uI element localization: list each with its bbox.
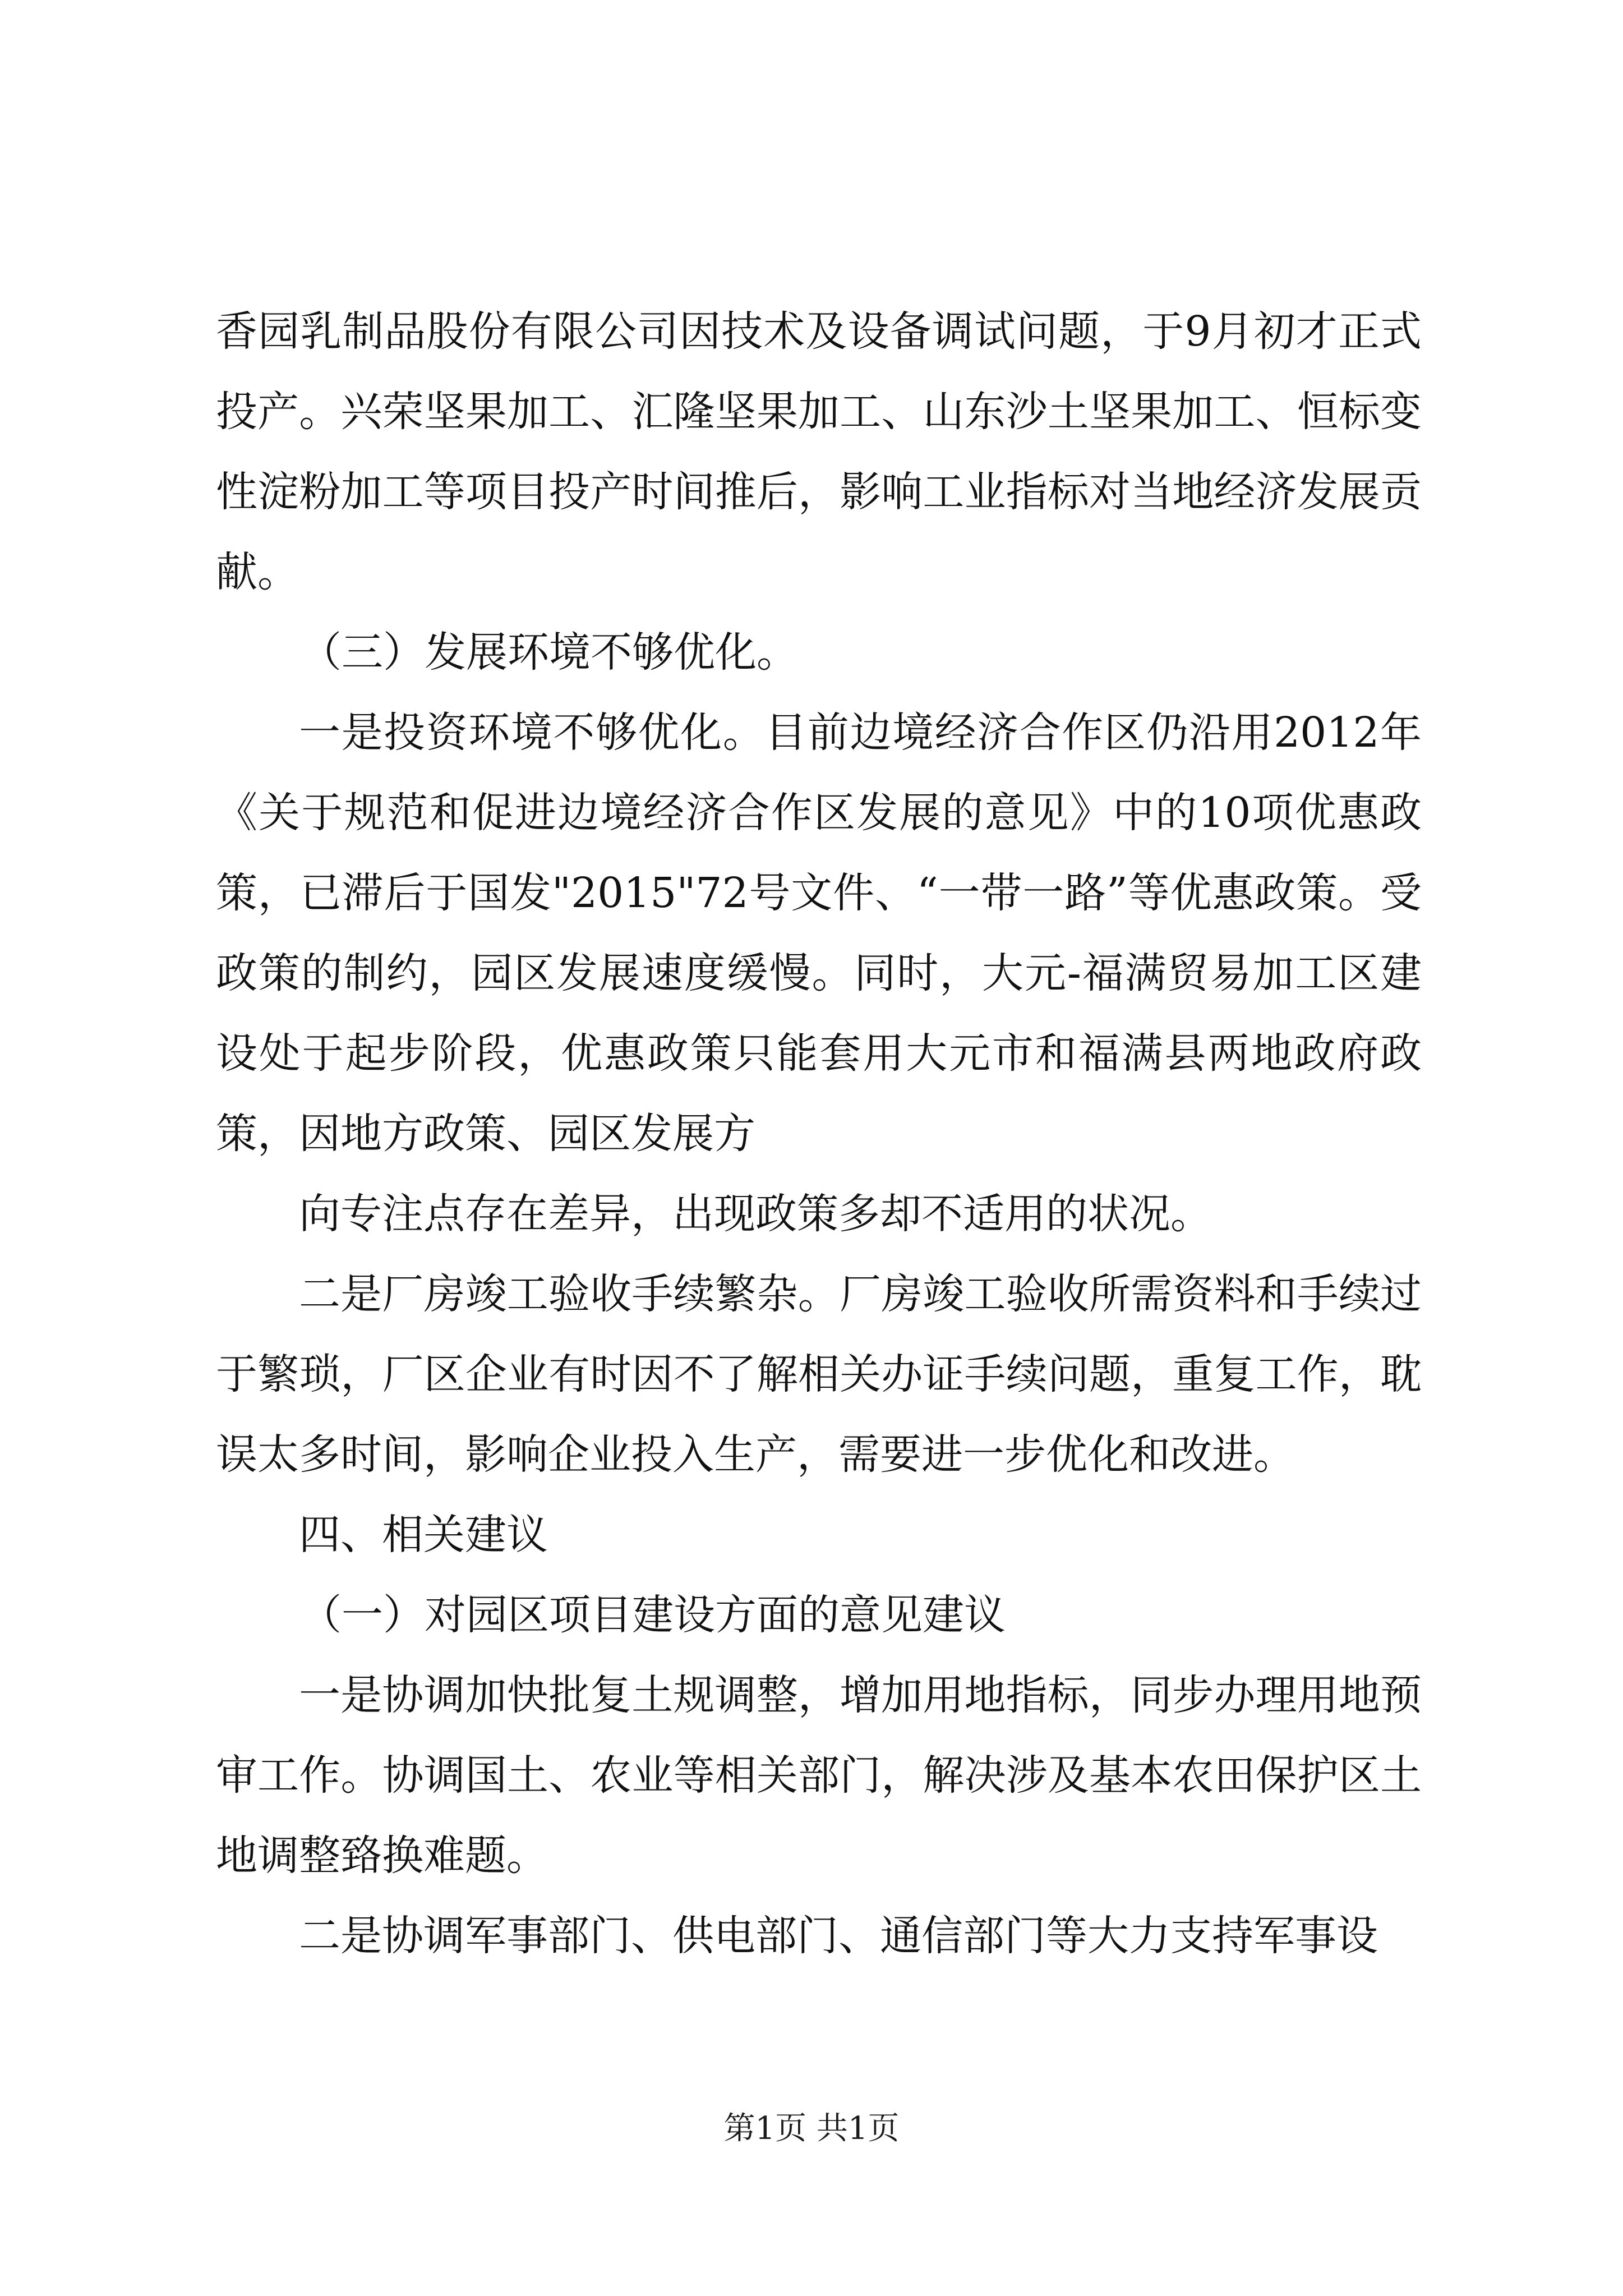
page-footer: 第1页 共1页 [723,2110,900,2147]
paragraph-acceptance-procedures: 二是厂房竣工验收手续繁杂。厂房竣工验收所需资料和手续过于繁琐，厂区企业有时因不了解相关办证手续问题，重复工作，耽误太多时间，影响企业投入生产，需要进一步优化和改进。 [216,1270,1422,1479]
paragraph-land-planning: 一是协调加快批复土规调整，增加用地指标，同步办理用地预审工作。协调国土、农业等相关部门，解决涉及基本农田保护区土地调整臵换难题。 [216,1671,1422,1880]
document-body [216,292,1422,1976]
paragraph-investment-environment: 一是投资环境不够优化。目前边境经济合作区仍沿用2012年《关于规范和促进边境经济合作区发展的意见》中的10项优惠政策，已滞后于国发"2015"72号文件、“一带一路”等优惠政策。受政策的制约，园区发展速度缓慢。同时，大元-福满贸易加工区建设处于起步阶段，优惠政策只能套用大元市和福满县两地政府政策，因地方政策、园区发展方 [216,708,1422,1158]
paragraph-continuation: 香园乳制品股份有限公司因技术及设备调试问题，于9月初才正式投产。兴荣坚果加工、汇隆坚果加工、山东沙土坚果加工、恒标变性淀粉加工等项目投产时间推后，影响工业指标对当地经济发展贡献。 [216,307,1422,596]
section-heading-development-environment: （三）发展环境不够优化。 [300,628,798,677]
paragraph-department-coordination: 二是协调军事部门、供电部门、通信部门等大力支持军事设 [299,1912,1378,1960]
section-heading-suggestions: 四、相关建议 [299,1511,548,1559]
paragraph-policy-differences: 向专注点存在差异，出现政策多却不适用的状况。 [299,1190,1212,1238]
subsection-heading-project-construction: （一）对园区项目建设方面的意见建议 [300,1591,1006,1639]
